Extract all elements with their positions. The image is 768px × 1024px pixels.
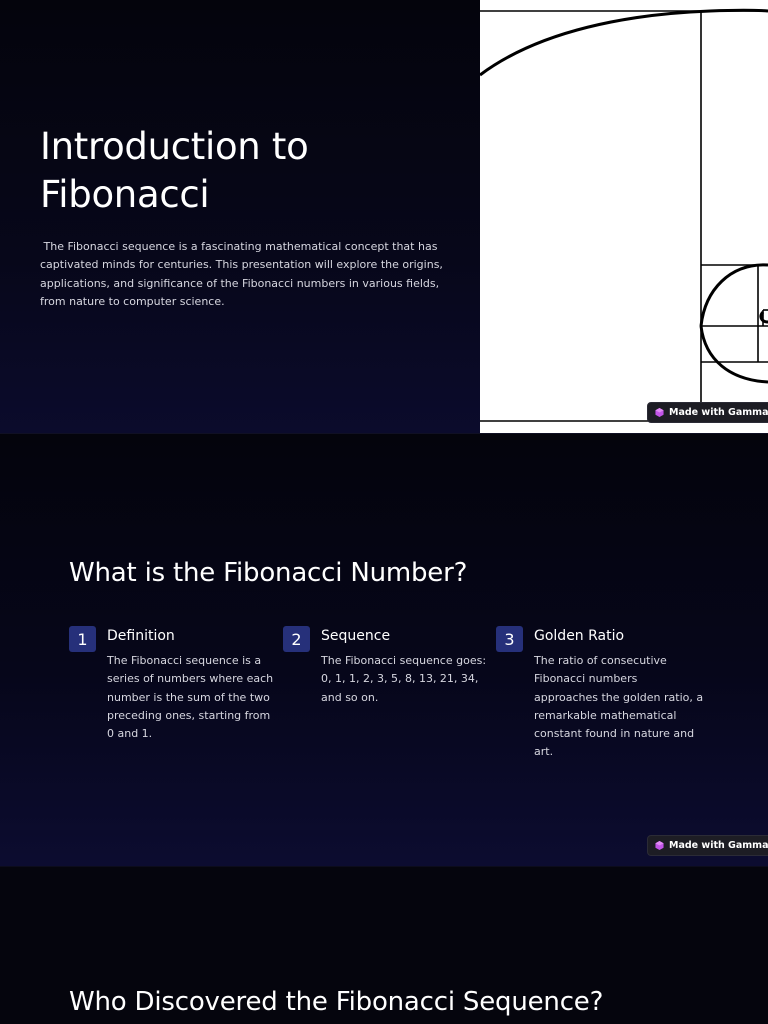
gamma-logo-icon [655, 841, 664, 850]
slide-intro-text: The Fibonacci sequence is a fascinating mathematical concept that has captivated minds for centuries. This presentation will explore the origins, applications, and significance of the Fibonacci numbers in various fields, from nature to computer science. [40, 240, 447, 308]
item-number-badge: 2 [283, 626, 310, 652]
made-with-gamma-badge[interactable] [647, 835, 768, 856]
golden-spiral-illustration [480, 0, 768, 433]
slide-who-discovered [0, 866, 768, 1024]
item-text: The Fibonacci sequence goes: 0, 1, 1, 2, 3, 5, 8, 13, 21, 34, and so on. [321, 654, 487, 704]
item-heading: Sequence [321, 628, 391, 644]
slide-title: Introduction to Fibonacci [40, 125, 309, 216]
badge-label: Made with Gamma [669, 840, 768, 851]
slide-title: Who Discovered the Fibonacci Sequence? [69, 987, 604, 1017]
slide-introduction [0, 0, 768, 433]
item-heading: Definition [107, 628, 175, 644]
item-number-badge: 1 [69, 626, 96, 652]
item-text: The ratio of consecutive Fibonacci numbers approaches the golden ratio, a remarkable mathematical constant found in nature and art. [534, 654, 704, 759]
made-with-gamma-badge[interactable] [647, 402, 768, 423]
item-heading: Golden Ratio [534, 628, 625, 644]
item-text: The Fibonacci sequence is a series of numbers where each number is the sum of the two preceding ones, starting from 0 and 1. [107, 654, 274, 741]
gamma-logo-icon [655, 408, 664, 417]
badge-label: Made with Gamma [669, 407, 768, 418]
golden-spiral-svg [480, 0, 768, 433]
item-number-badge: 3 [496, 626, 523, 652]
slide-title: What is the Fibonacci Number? [69, 558, 468, 588]
slide-what-is-fibonacci [0, 433, 768, 866]
